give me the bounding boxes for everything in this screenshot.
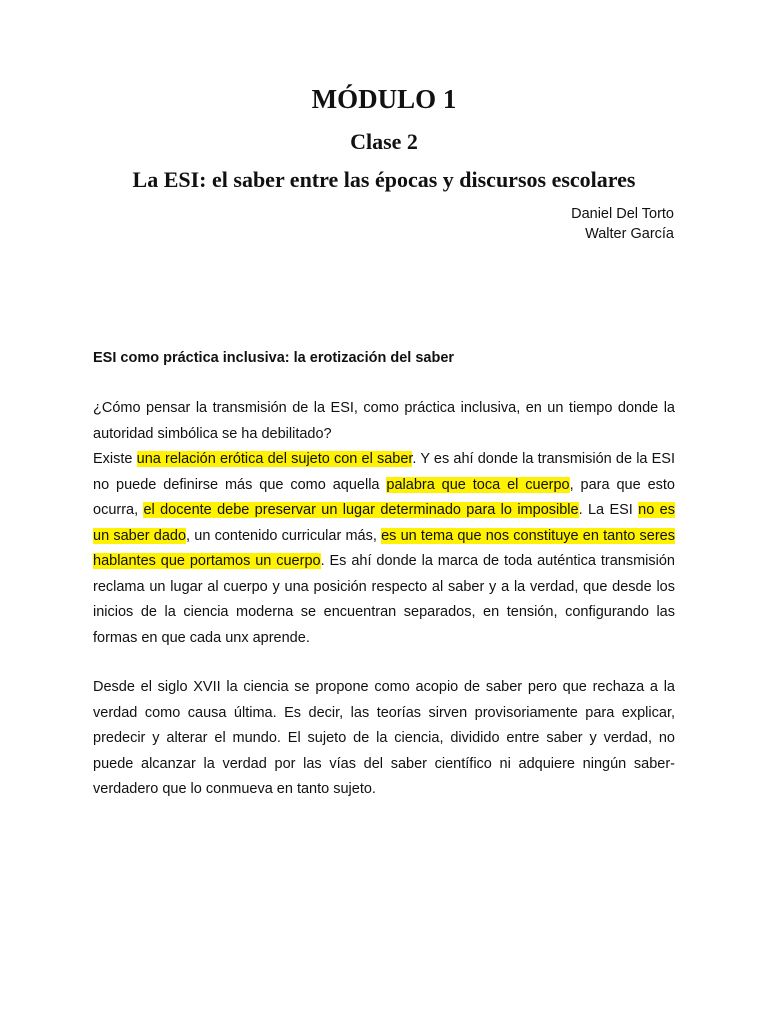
module-title: MÓDULO 1	[311, 84, 457, 114]
author-name: Walter García	[585, 226, 674, 242]
text-run: . Y es ahí donde la transmisión de la ESI no puede definirse más que como aquella	[93, 451, 676, 493]
author-name: Daniel Del Torto	[571, 206, 674, 222]
question-sentence: ¿Cómo pensar la transmisión de la ESI, como práctica inclusiva, en un tiempo donde la autoridad simbólica se ha debilitado?	[93, 400, 675, 442]
author-list	[571, 204, 674, 244]
document-title: La ESI: el saber entre las épocas y discursos escolares	[132, 167, 636, 192]
highlighted-text: el docente debe preservar un lugar determinado para lo imposible	[143, 502, 579, 518]
class-subtitle: Clase 2	[350, 129, 418, 154]
highlighted-text: es un tema que nos constituye en tanto seres hablantes que portamos un cuerpo	[93, 527, 675, 569]
text-run: , para que esto ocurra,	[93, 476, 675, 518]
text-run: . La ESI	[578, 502, 639, 518]
paragraph: Desde el siglo XVII la ciencia se propone como acopio de saber pero que rechaza a la verdad como causa última. Es decir, las teorías sirven provisoriamente para explicar, predecir y alterar el mundo. El sujeto de la ciencia, dividido entre saber y verdad, no puede alcanzar la verdad por las vías del saber científico ni adquiere ningún saber-verdadero que lo conmueva en tanto sujeto.	[93, 679, 675, 797]
text-run: Existe	[93, 451, 137, 467]
highlighted-text: palabra que toca el cuerpo	[386, 476, 570, 493]
text-run: , un contenido curricular más,	[186, 527, 382, 544]
paragraph	[93, 396, 675, 651]
text-run: . Es ahí donde la marca de toda auténtica transmisión reclama un lugar al cuerpo y una posición respecto al saber y a la verdad, que desde los inicios de la ciencia moderna se encuentran separados, en tensión, configurando las formas en que cada unx aprende.	[93, 553, 675, 646]
highlighted-text: no es un saber dado	[93, 502, 675, 544]
section-heading: ESI como práctica inclusiva: la erotización del saber	[93, 350, 455, 366]
highlighted-text: una relación erótica del sujeto con el saber	[136, 451, 413, 467]
